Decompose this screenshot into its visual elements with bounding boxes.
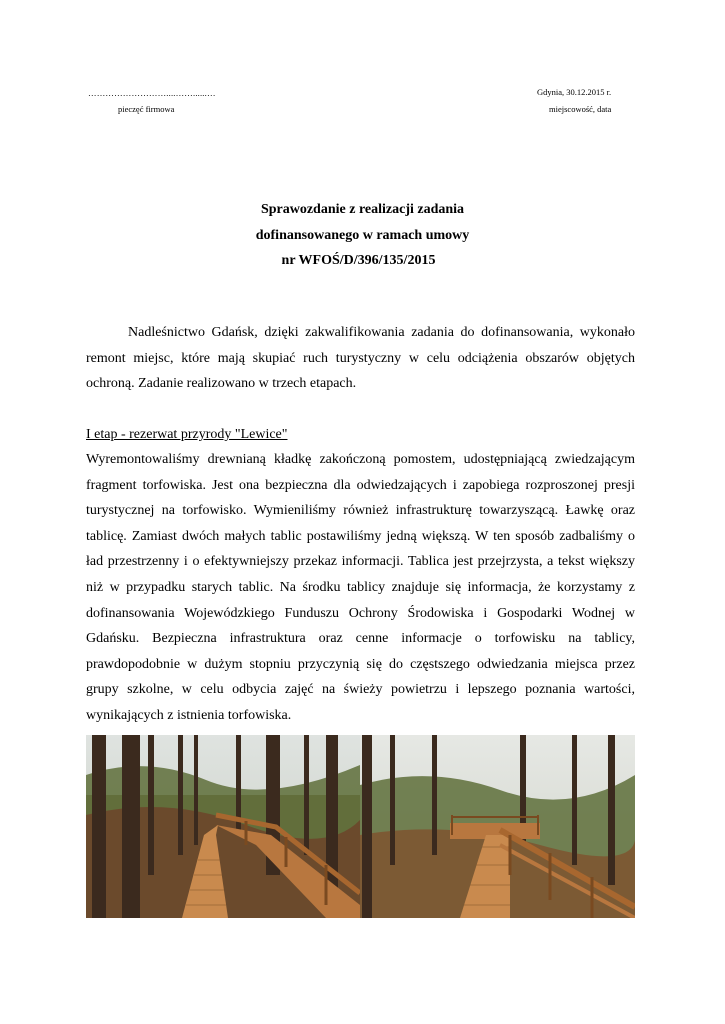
boardwalk-photo-left-image bbox=[86, 735, 360, 918]
stage-1-paragraph: Wyremontowaliśmy drewnianą kładkę zakończoną pomostem, udostępniającą zwiedzającym fragment torfowiska. Jest ona bezpieczna dla odwiedzających i zapobiega rozproszonej presji turystycznej na torfowisko. Wymieniliśmy również infrastrukturę towarzyszącą. Ławkę oraz tablicę. Zamiast dwóch małych tablic postawiliśmy jedną większą. W ten sposób zadbaliśmy o ład przestrzenny i o efektywniejszy przekaz informacji. Tablica jest przejrzysta, a tekst większy niż w przypadku starych tablic. Na środku tablicy znajduje się informacja, że korzystamy z dofinansowania Wojewódzkiego Funduszu Ochrony Środowiska i Gospodarki Wodnej w Gdańsku. Bezpieczna infrastruktura oraz cenne informacje o torfowisku na tablicy, prawdopodobnie w dużym stopniu przyczynią się do częstszego odwiedzania miejsca przez grupy szkolne, w celu odbycia zajęć na świeży powietrzu i lepszego poznania wartości, wynikających z istnienia torfowiska. bbox=[86, 452, 635, 723]
stamp-dotted-line: ………………………....……......… bbox=[88, 88, 216, 98]
boardwalk-photo-left bbox=[86, 735, 360, 918]
place-date: Gdynia, 30.12.2015 r. bbox=[537, 87, 612, 97]
place-date-label: miejscowość, data bbox=[549, 104, 612, 114]
intro-paragraph: Nadleśnictwo Gdańsk, dzięki zakwalifikowania zadania do dofinansowania, wykonało remont miejsc, które mają skupiać ruch turystyczny w celu odciążenia obszarów objętych ochroną. Zadanie realizowano w trzech etapach. bbox=[86, 325, 635, 392]
boardwalk-photo-right bbox=[360, 735, 635, 918]
report-title-line-3: nr WFOŚ/D/396/135/2015 bbox=[281, 253, 436, 268]
report-title-line-1: Sprawozdanie z realizacji zadania bbox=[260, 202, 465, 217]
stage-1-heading: I etap - rezerwat przyrody "Lewice" bbox=[86, 427, 288, 442]
report-title-line-2: dofinansowanego w ramach umowy bbox=[255, 228, 470, 243]
stamp-label: pieczęć firmowa bbox=[118, 104, 175, 114]
boardwalk-photo-right-image bbox=[360, 735, 635, 918]
